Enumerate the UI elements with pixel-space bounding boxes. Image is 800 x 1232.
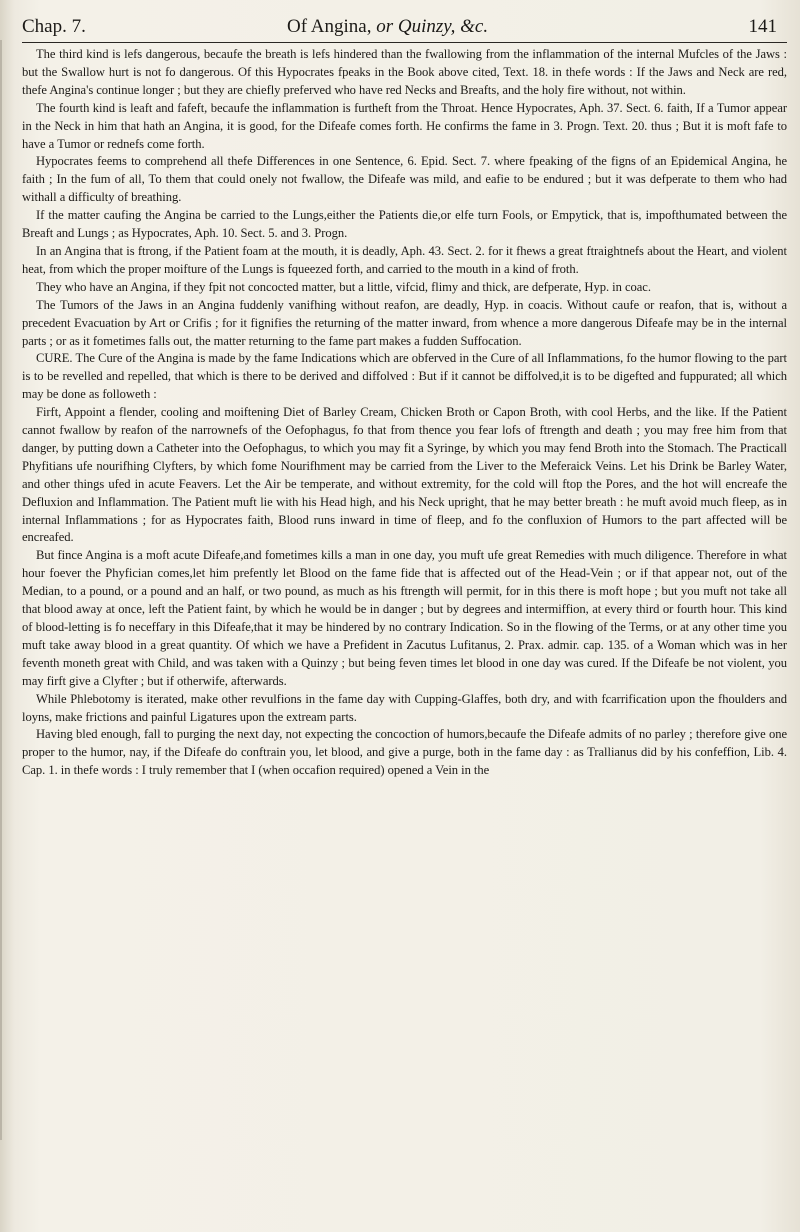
- title-or: or: [376, 16, 394, 37]
- paragraph-third-kind: The third kind is lefs dangerous, becaufe the breath is lefs hindered than the fwallowing from the inflammation of the internal Mufcles of the Jaws : but the Swallow hurt is not fo dangerous. Of this Hypocrates fpeaks in the Book above cited, Text. 18. in thefe words : If the Jaws and Neck are red, thefe Angina's continue longer ; but they are chiefly preferved who have red Necks and Breafts, and the holy fire without, not within.: [22, 47, 787, 97]
- title-alt: Quinzy, &c.: [397, 16, 489, 37]
- paragraph-purging: Having bled enough, fall to purging the next day, not expecting the concoction of humors,becaufe the Difeafe admits of no parley ; therefore give one proper to the humor, nay, if the Difeafe do conftrain you, let blood, and give a purge, both in the fame day : as Trallianus did by his confeffion, Lib. 4. Cap. 1. in thefe words : I truly remember that I (when occafion required) opened a Vein in the: [22, 727, 787, 778]
- paragraph-fourth-kind: The fourth kind is leaft and fafeft, becaufe the inflammation is furtheft from the Throat. Hence Hypocrates, Aph. 37. Sect. 6. faith, If a Tumor appear in the Neck in him that hath an Angina, it is good, for the Difeafe comes forth. He confirms the fame in 3. Progn. Text. 20. thus ; But it is moft fafe to have a Tumor or rednefs come forth.: [22, 100, 787, 151]
- running-title: [287, 16, 488, 38]
- paragraph-diet: Firft, Appoint a flender, cooling and moiftening Diet of Barley Cream, Chicken Broth or Capon Broth, with cool Herbs, and the like. If the Patient cannot fwallow by reafon of the narrownefs of the Oefophagus, fo that from thence you fear lofs of ftrength and death ; you may free him from that danger, by putting down a Catheter into the Oefophagus, to which you may fit a Syringe, by which you may fend Broth into the Stomach. The Practicall Phyfitians ufe nourifhing Clyfters, by which fome Nourifhment may be carried from the Liver to the Meferaick Veins. Let his Drink be Barley Water, and other things ufed in acute Feavers. Let the Air be temperate, and without extremity, for the cold will ftop the Pores, and the hot will encreafe the Defluxion and Inflammation. The Patient muft lie with his Head high, and his Neck upright, that he may better breath : he muft avoid much fleep, as in internal Inflammations ; for as Hypocrates faith, Blood runs inward in time of fleep, and fo the confluxion of Humors to the part affected will be encreafed.: [22, 405, 787, 545]
- paragraph-phlebotomy: While Phlebotomy is iterated, make other revulfions in the fame day with Cupping-Glaffes, both dry, and with fcarrification upon the fhoulders and loyns, make frictions and painful Ligatures upon the extream parts.: [22, 691, 787, 724]
- paragraph-cure: CURE. The Cure of the Angina is made by the fame Indications which are obferved in the Cure of all Inflammations, fo the humor flowing to the part is to be revelled and repelled, that which is there to be derived and diffolved : But if it cannot be diffolved,it is to be digefted and fuppurated; all which may be done as followeth :: [22, 351, 787, 402]
- chapter-label: Chap. 7.: [22, 16, 86, 37]
- paragraph-spit: They who have an Angina, if they fpit not concocted matter, but a little, vifcid, flimy and thick, are defperate, Hyp. in coac.: [36, 279, 651, 294]
- running-header: [22, 8, 787, 43]
- paragraph-bloodletting: But fince Angina is a moft acute Difeafe,and fometimes kills a man in one day, you muft ufe great Remedies with much diligence. Therefore in what hour foever the Phyfician comes,let him prefently let Blood on the fame fide that is affected out of the Head-Vein ; or if that appear not, out of the Median, to a pound, or a pound and an half, or two pound, as much as his ftrength will permit, for in this there is moft hope ; but you muft not take all that blood away at once, left the Patient faint, by which he would be in danger ; but by degrees and intermiffion, at every third or fourth hour. This kind of blood-letting is fo neceffary in this Difeafe,that it may be hindered by no contrary Indication. So in the flowing of the Terms, or at any other time you muft take away blood in a great quantity. Of which we have a Prefident in Zacutus Lufitanus, 2. Prax. admir. cap. 135. of a Woman which was in her feventh moneth great with Child, and was taken with a Quinzy ; but being feven times let blood in one day was cured. If the Difeafe be not violent, you may firft give a Clyfter ; but if otherwife, afterwards.: [22, 548, 787, 688]
- title-of: Of: [287, 16, 308, 37]
- paragraph-differences: Hypocrates feems to comprehend all thefe Differences in one Sentence, 6. Epid. Sect. 7. where fpeaking of the figns of an Epidemical Angina, he faith ; In the fum of all, To them that could onely not fwallow, the Difeafe was mild, and eafie to be endured ; but it was defperate to them who had withall a difficulty of breathing.: [22, 154, 787, 205]
- page-number: 141: [748, 16, 777, 37]
- paragraph-foam: In an Angina that is ftrong, if the Patient foam at the mouth, it is deadly, Aph. 43. Sect. 2. for it fhews a great ftraightnefs about the Heart, and violent heat, from which the proper moifture of the Lungs is fqueezed forth, and carried to the mouth in a kind of froth.: [22, 243, 787, 276]
- paragraph-tumors: The Tumors of the Jaws in an Angina fuddenly vanifhing without reafon, are deadly, Hyp. in coacis. Without caufe or reafon, that is, without a precedent Evacuation by Art or Crifis ; for it fignifies the returning of the matter inward, from whence a more dangerous Difeafe may be in the internal parts ; or as it fometimes falls out, the matter returning to the fame part makes a fudden Suffocation.: [22, 297, 787, 348]
- title-main: Angina,: [310, 16, 372, 37]
- page-body: [22, 46, 787, 1226]
- paragraph-lungs: If the matter caufing the Angina be carried to the Lungs,either the Patients die,or elfe turn Fools, or Empytick, that is, impofthumated between the Breaft and Lungs ; as Hypocrates, Aph. 10. Sect. 5. and 3. Progn.: [22, 208, 787, 241]
- binding-gutter: [0, 40, 12, 1140]
